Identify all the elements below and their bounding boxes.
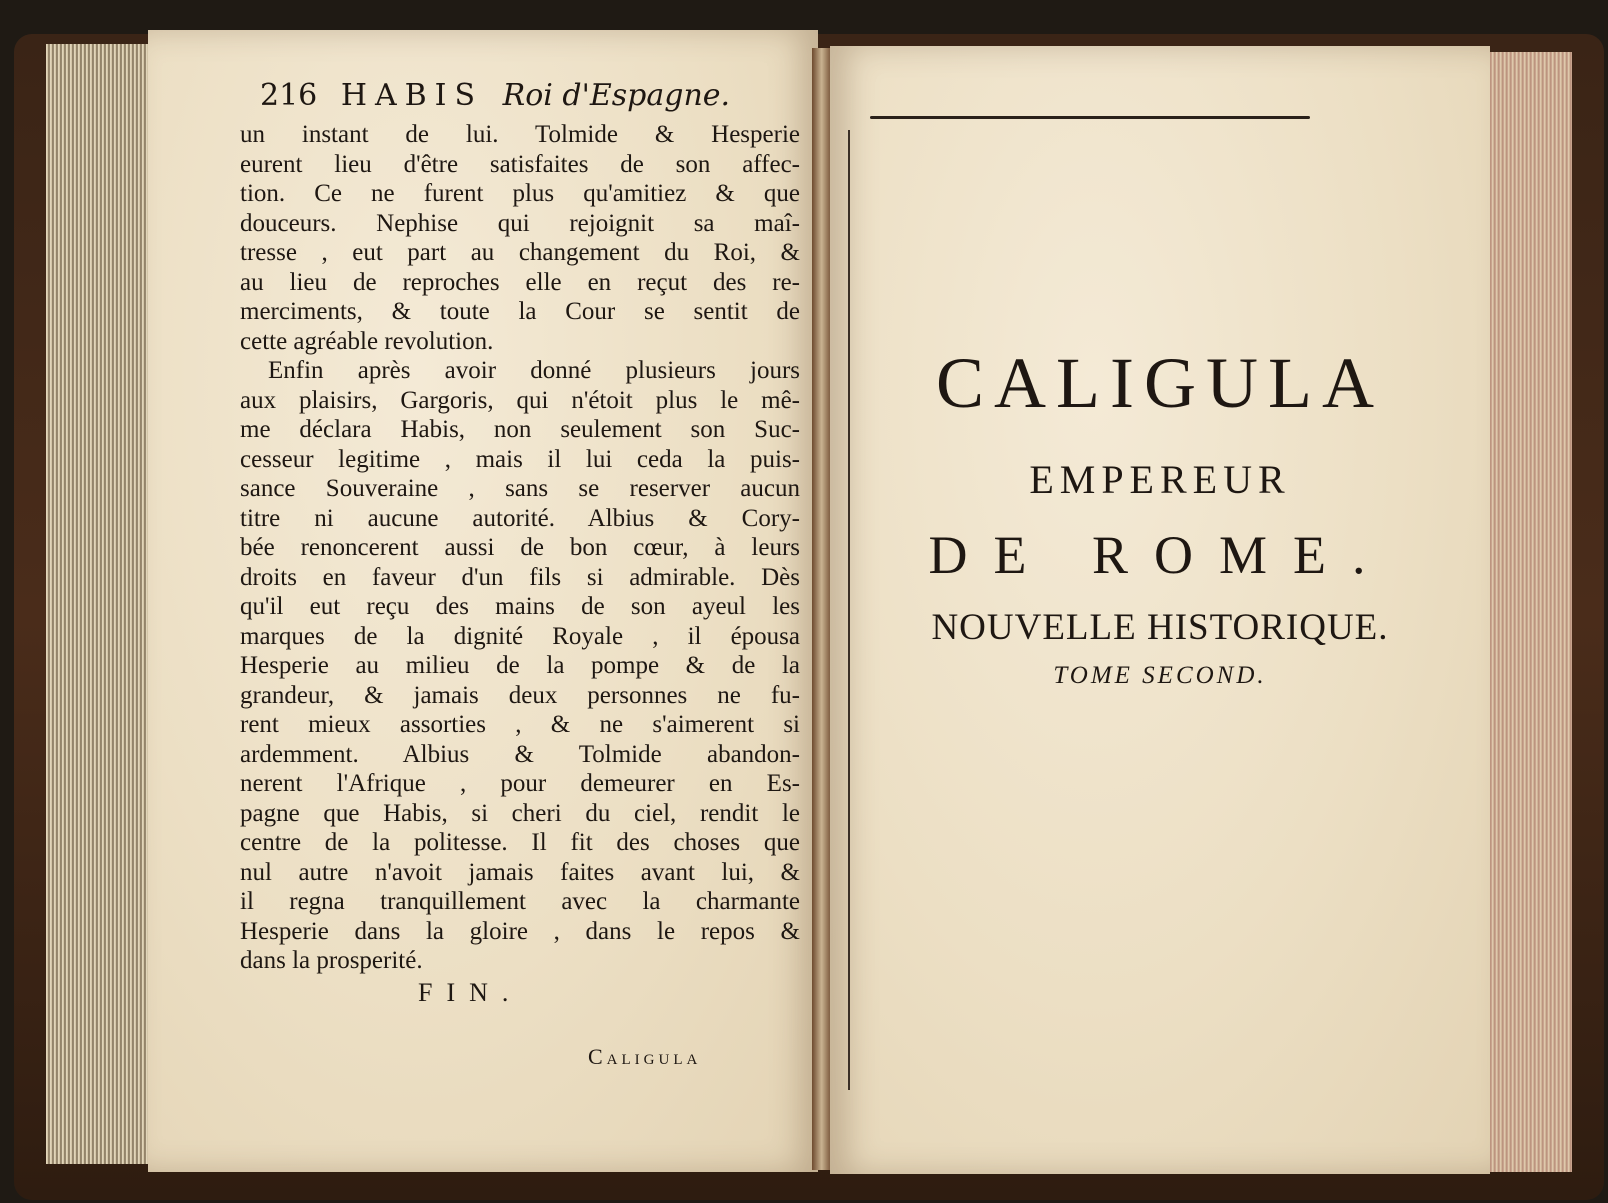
text-line: tresse , eut part au changement du Roi, &: [240, 239, 800, 266]
text-line: bée renoncerent aussi de bon cœur, à leurs: [240, 534, 800, 561]
running-head-name: HABIS: [340, 78, 484, 113]
text-line: Hesperie dans la gloire , dans le repos &: [240, 917, 800, 945]
text-line: Enfin après avoir donné plusieurs jours: [268, 357, 800, 384]
text-line: nul autre n'avoit jamais faites avant lui, &: [240, 858, 800, 886]
text-line: grandeur, & jamais deux personnes ne fu-: [240, 681, 800, 709]
text-line: cesseur legitime , mais il lui ceda la puis-: [240, 445, 800, 473]
text-line: nerent l'Afrique , pour demeurer en Es-: [240, 770, 800, 797]
body-text: [240, 120, 800, 976]
subtitle-emperor: EMPEREUR: [1029, 457, 1291, 502]
text-line: centre de la politesse. Il fit des choses que: [240, 829, 800, 856]
text-line: sance Souveraine , sans se reserver aucun: [240, 475, 800, 502]
subtitle-genre: NOUVELLE HISTORIQUE.: [931, 607, 1389, 648]
text-line: douceurs. Nephise qui rejoignit sa maî-: [240, 209, 800, 237]
catchword: Caligula: [588, 1044, 702, 1069]
text-line: titre ni aucune autorité. Albius & Cory-: [240, 504, 800, 532]
text-line: au lieu de reproches elle en reçut des re-: [240, 268, 800, 296]
text-line: aux plaisirs, Gargoris, qui n'étoit plus le mê-: [240, 386, 800, 414]
text-line: merciments, & toute la Cour se sentit de: [240, 298, 800, 325]
text-line: me déclara Habis, non seulement son Suc-: [240, 416, 800, 443]
subtitle-rome: DE ROME.: [928, 525, 1392, 585]
page-edges-right: [1480, 52, 1572, 1172]
end-mark: FIN.: [418, 978, 523, 1007]
text-line: droits en faveur d'un fils si admirable. Dès: [240, 563, 800, 591]
text-line: marques de la dignité Royale , il épousa: [240, 622, 800, 650]
text-line: pagne que Habis, si cheri du ciel, rendit le: [240, 799, 800, 827]
top-rule: [870, 116, 1310, 119]
book-title: CALIGULA: [936, 343, 1384, 423]
text-line: qu'il eut reçu des mains de son ayeul les: [240, 593, 800, 620]
text-line: eurent lieu d'être satisfaites de son affec-: [240, 150, 800, 178]
text-line: il regna tranquillement avec la charmante: [240, 888, 800, 915]
volume-label: TOME SECOND.: [1053, 662, 1267, 689]
text-line: Hesperie au milieu de la pompe & de la: [240, 652, 800, 679]
text-line: tion. Ce ne furent plus qu'amitiez & que: [240, 180, 800, 207]
left-page: [148, 30, 818, 1172]
running-head: [260, 78, 800, 118]
page-number: 216: [260, 78, 318, 113]
text-line: dans la prosperité.: [240, 947, 423, 974]
text-line: cette agréable revolution.: [240, 327, 494, 355]
right-page: [830, 46, 1490, 1174]
text-line: rent mieux assorties , & ne s'aimerent si: [240, 711, 800, 738]
text-line: ardemment. Albius & Tolmide abandon-: [240, 740, 800, 768]
running-head-italic: Roi d'Espagne.: [502, 78, 731, 113]
text-line: un instant de lui. Tolmide & Hesperie: [240, 121, 800, 148]
